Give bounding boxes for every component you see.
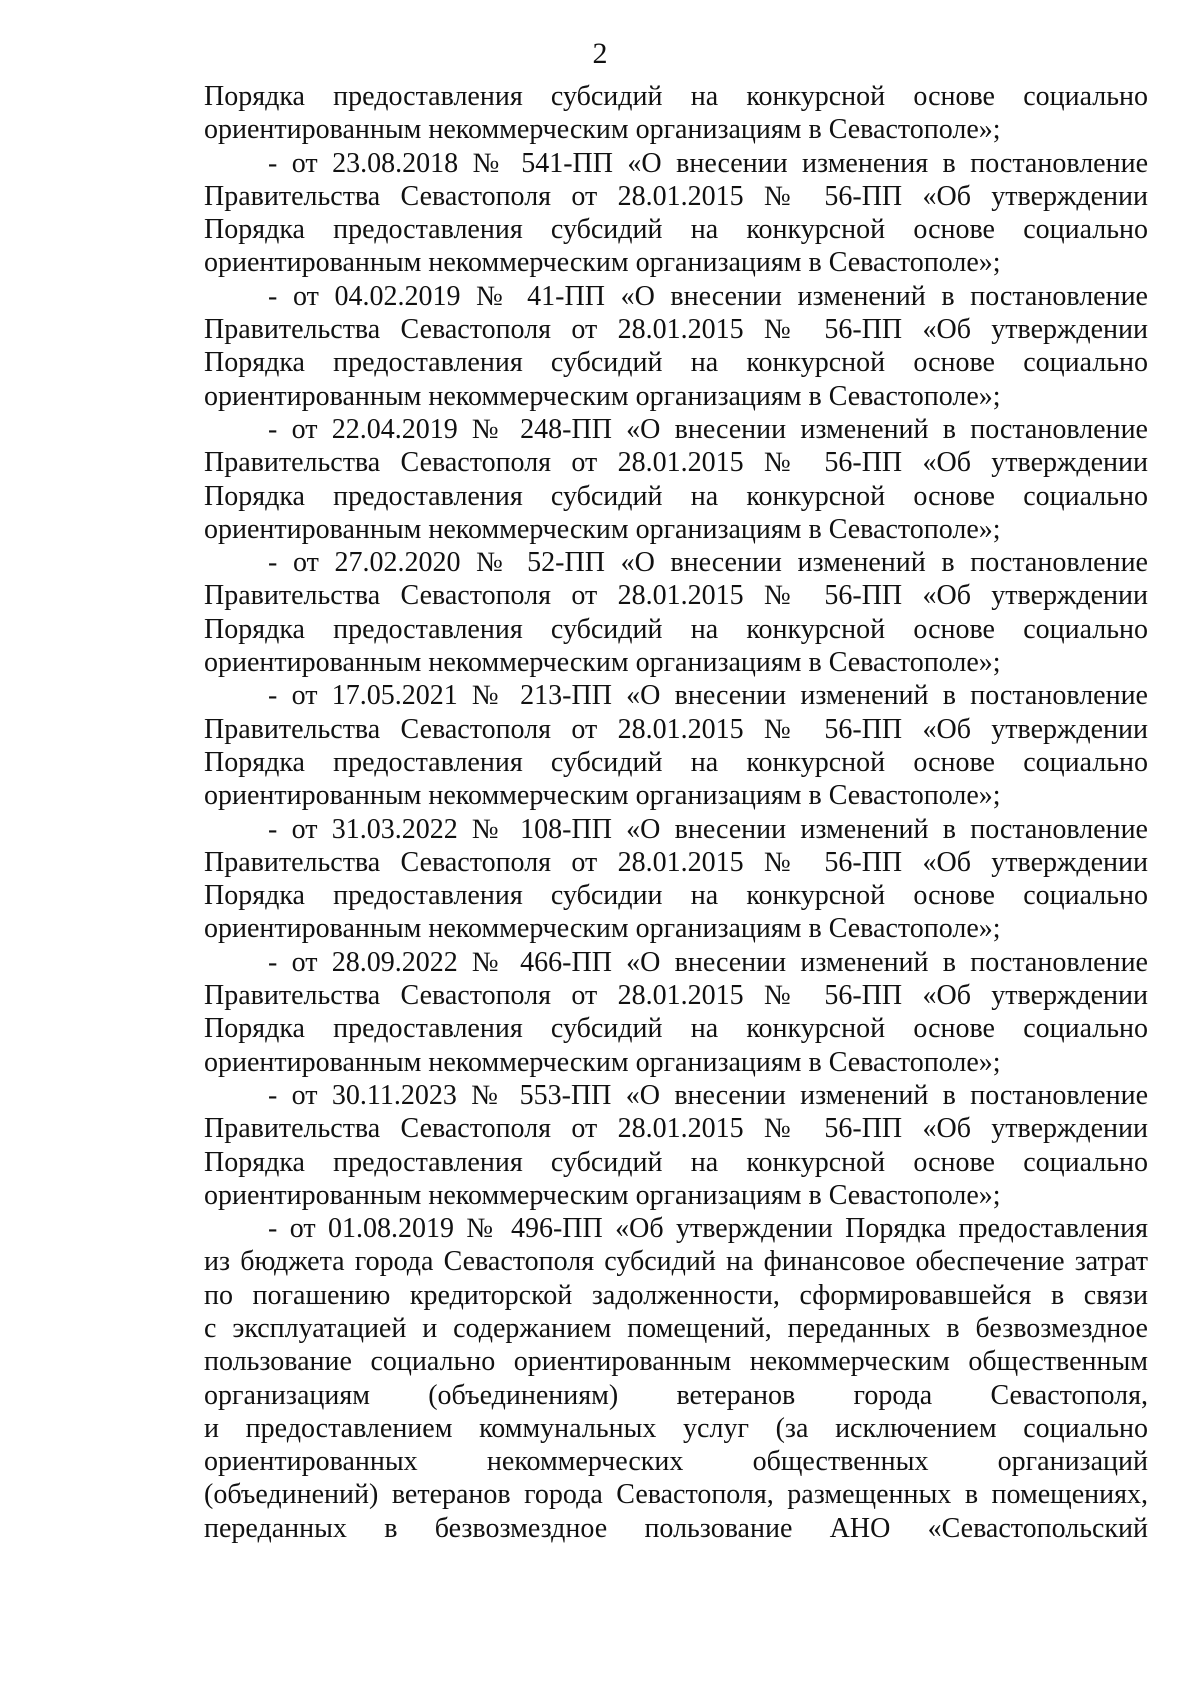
text-line: ориентированным некоммерческим организациям в Севастополе»; [204,780,1001,812]
list-item-first-line: - от 31.03.2022 № 108-ПП «О внесении изменений в постановление [268,813,1148,845]
text-line: Правительства Севастополя от 28.01.2015 № 56-ПП «Об утверждении [204,846,1148,878]
text-line: Порядка предоставления субсидий на конкурсной основе социально [204,214,1148,246]
text-line: Правительства Севастополя от 28.01.2015 № 56-ПП «Об утверждении [204,1113,1148,1145]
text-line: ориентированным некоммерческим организациям в Севастополе»; [204,1179,1001,1211]
text-line: Правительства Севастополя от 28.01.2015 № 56-ПП «Об утверждении [204,580,1148,612]
text-line: Порядка предоставления субсидий на конкурсной основе социально [204,81,1148,112]
text-line: Правительства Севастополя от 28.01.2015 № 56-ПП «Об утверждении [204,447,1148,479]
text-line: Порядка предоставления субсидий на конкурсной основе социально [204,613,1148,645]
list-item-first-line: - от 04.02.2019 № 41-ПП «О внесении изменений в постановление [268,280,1148,312]
list-item-first-line: - от 17.05.2021 № 213-ПП «О внесении изменений в постановление [268,680,1148,712]
text-line: пользование социально ориентированным некоммерческим общественным [204,1346,1148,1378]
list-item-first-line: - от 30.11.2023 № 553-ПП «О внесении изменений в постановление [268,1079,1148,1111]
text-line: ориентированным некоммерческим организациям в Севастополе»; [204,114,1001,146]
text-line: Порядка предоставления субсидий на конкурсной основе социально [204,347,1148,379]
document-body [204,80,1148,1545]
text-line: и предоставлением коммунальных услуг (за исключением социально [204,1412,1148,1444]
list-item-first-line: - от 01.08.2019 № 496-ПП «Об утверждении Порядка предоставления [268,1213,1148,1245]
text-line: Правительства Севастополя от 28.01.2015 № 56-ПП «Об утверждении [204,980,1148,1012]
list-item-first-line: - от 28.09.2022 № 466-ПП «О внесении изменений в постановление [268,946,1148,978]
text-line: Правительства Севастополя от 28.01.2015 № 56-ПП «Об утверждении [204,180,1148,212]
text-line: ориентированным некоммерческим организациям в Севастополе»; [204,513,1001,545]
text-line: ориентированным некоммерческим организациям в Севастополе»; [204,380,1001,412]
text-line: с эксплуатацией и содержанием помещений, переданных в безвозмездное [204,1312,1148,1344]
list-item-first-line: - от 27.02.2020 № 52-ПП «О внесении изменений в постановление [268,547,1148,579]
text-line: ориентированным некоммерческим организациям в Севастополе»; [204,913,1001,945]
text-line: Порядка предоставления субсидий на конкурсной основе социально [204,1013,1148,1045]
text-line: переданных в безвозмездное пользование АНО «Севастопольский [204,1512,1148,1544]
text-line: из бюджета города Севастополя субсидий на финансовое обеспечение затрат [204,1246,1148,1278]
text-line: ориентированным некоммерческим организациям в Севастополе»; [204,647,1001,679]
text-line: ориентированных некоммерческих общественных организаций [204,1446,1148,1478]
text-line: Порядка предоставления субсидий на конкурсной основе социально [204,480,1148,512]
text-line: ориентированным некоммерческим организациям в Севастополе»; [204,247,1001,279]
text-line: Порядка предоставления субсидий на конкурсной основе социально [204,746,1148,778]
text-line: Порядка предоставления субсидии на конкурсной основе социально [204,880,1148,912]
page-number: 2 [592,37,608,70]
list-item-first-line: - от 23.08.2018 № 541-ПП «О внесении изменения в постановление [268,147,1148,179]
text-line: по погашению кредиторской задолженности, сформировавшейся в связи [204,1279,1148,1311]
text-line: Порядка предоставления субсидий на конкурсной основе социально [204,1146,1148,1178]
text-line: Правительства Севастополя от 28.01.2015 № 56-ПП «Об утверждении [204,314,1148,346]
text-line: ориентированным некоммерческим организациям в Севастополе»; [204,1046,1001,1078]
text-line: организациям (объединениям) ветеранов города Севастополя, [204,1379,1148,1411]
text-line: Правительства Севастополя от 28.01.2015 № 56-ПП «Об утверждении [204,713,1148,745]
list-item-first-line: - от 22.04.2019 № 248-ПП «О внесении изменений в постановление [268,413,1148,445]
text-line: (объединений) ветеранов города Севастополя, размещенных в помещениях, [204,1479,1148,1511]
